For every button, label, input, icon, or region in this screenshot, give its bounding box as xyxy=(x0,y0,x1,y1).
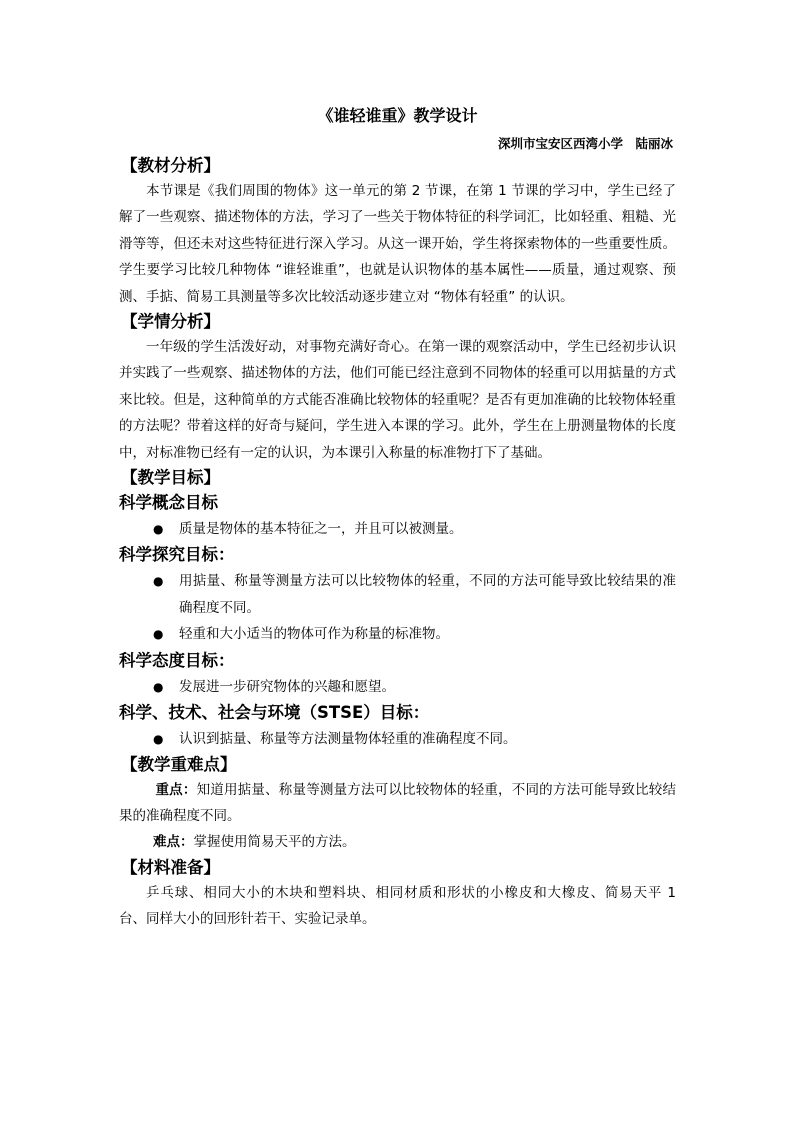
list-item xyxy=(119,674,676,700)
key-point-text: 知道用掂量、称量等测量方法可以比较物体的轻重，不同的方法可能导致比较结果的准确程度不同。 xyxy=(119,781,677,824)
list-item xyxy=(119,516,676,542)
list-item xyxy=(119,568,676,621)
heading-student-analysis: 【学情分析】 xyxy=(121,312,220,332)
paragraph-student-analysis: 一年级的学生活泼好动，对事物充满好奇心。在第一课的观察活动中，学生已经初步认识并实践了一些观察、描述物体的方法，他们可能已经注意到不同物体的轻重可以用掂量的方式来比较。但是，这种简单的方式能否准确比较物体的轻重呢？是否有更加准确的比较物体轻重的方法呢？带着这样的好奇与疑问，学生进入本课的学习。此外，学生在上册测量物体的长度中，对标准物已经有一定的认识，为本课引入称量的标准物打下了基础。 xyxy=(119,339,676,461)
list-inquiry-objectives xyxy=(119,568,676,647)
list-item-text: 用掂量、称量等测量方法可以比较物体的轻重，不同的方法可能导致比较结果的准确程度不同。 xyxy=(179,573,676,616)
document-title: 《谁轻谁重》教学设计 xyxy=(317,106,478,125)
document-body xyxy=(119,104,676,933)
bullet-icon: ● xyxy=(153,732,164,747)
list-item-text: 认识到掂量、称量等方法测量物体轻重的准确程度不同。 xyxy=(179,731,517,748)
list-concept-objectives xyxy=(119,516,676,542)
list-item xyxy=(119,726,676,752)
author-line: 深圳市宝安区西湾小学 陆丽冰 xyxy=(497,136,673,151)
list-attitude-objectives xyxy=(119,674,676,700)
heading-key-points: 【教学重难点】 xyxy=(121,754,237,774)
difficult-point xyxy=(119,829,676,855)
key-point xyxy=(119,777,676,830)
list-item-text: 发展进一步研究物体的兴趣和愿望。 xyxy=(179,678,395,695)
bullet-icon: ● xyxy=(153,679,164,694)
heading-materials-analysis: 【教材分析】 xyxy=(121,156,220,175)
heading-objectives: 【教学目标】 xyxy=(121,468,220,488)
difficult-point-label: 难点： xyxy=(153,834,194,851)
paragraph-materials: 乒乓球、相同大小的木块和塑料块、相同材质和形状的小橡皮和大橡皮、简易天平 1 台、同样大小的回形针若干、实验记录单。 xyxy=(119,884,676,928)
subheading-attitude-objectives: 科学态度目标： xyxy=(119,650,235,670)
subheading-stse-objectives: 科学、技术、社会与环境（STSE）目标： xyxy=(119,703,430,723)
list-item-text: 质量是物体的基本特征之一，并且可以被测量。 xyxy=(179,521,463,538)
subheading-concept-objectives: 科学概念目标 xyxy=(119,493,218,513)
bullet-icon: ● xyxy=(153,574,164,589)
paragraph-materials-analysis: 本节课是《我们周围的物体》这一单元的第 2 节课，在第 1 节课的学习中，学生已经了解了一些观察、描述物体的方法，学习了一些关于物体特征的科学词汇，比如轻重、粗糙、光滑等等，但还未对这些特征进行深入学习。从这一课开始，学生将探索物体的一些重要性质。学生要学习比较几种物体 “谁轻谁重”，也就是认识物体的基本属性——质量，通过观察、预测、手掂、简易工具测量等多次比较活动逐步建立对 “物体有轻重” 的认识。 xyxy=(119,183,676,305)
bullet-icon: ● xyxy=(153,627,164,642)
key-point-label: 重点： xyxy=(155,781,197,798)
subheading-inquiry-objectives: 科学探究目标： xyxy=(119,545,235,565)
list-stse-objectives xyxy=(119,726,676,752)
list-item xyxy=(119,621,676,647)
heading-materials: 【材料准备】 xyxy=(121,857,220,877)
list-item-text: 轻重和大小适当的物体可作为称量的标准物。 xyxy=(179,626,449,643)
bullet-icon: ● xyxy=(153,522,164,537)
difficult-point-text: 掌握使用简易天平的方法。 xyxy=(193,834,356,851)
